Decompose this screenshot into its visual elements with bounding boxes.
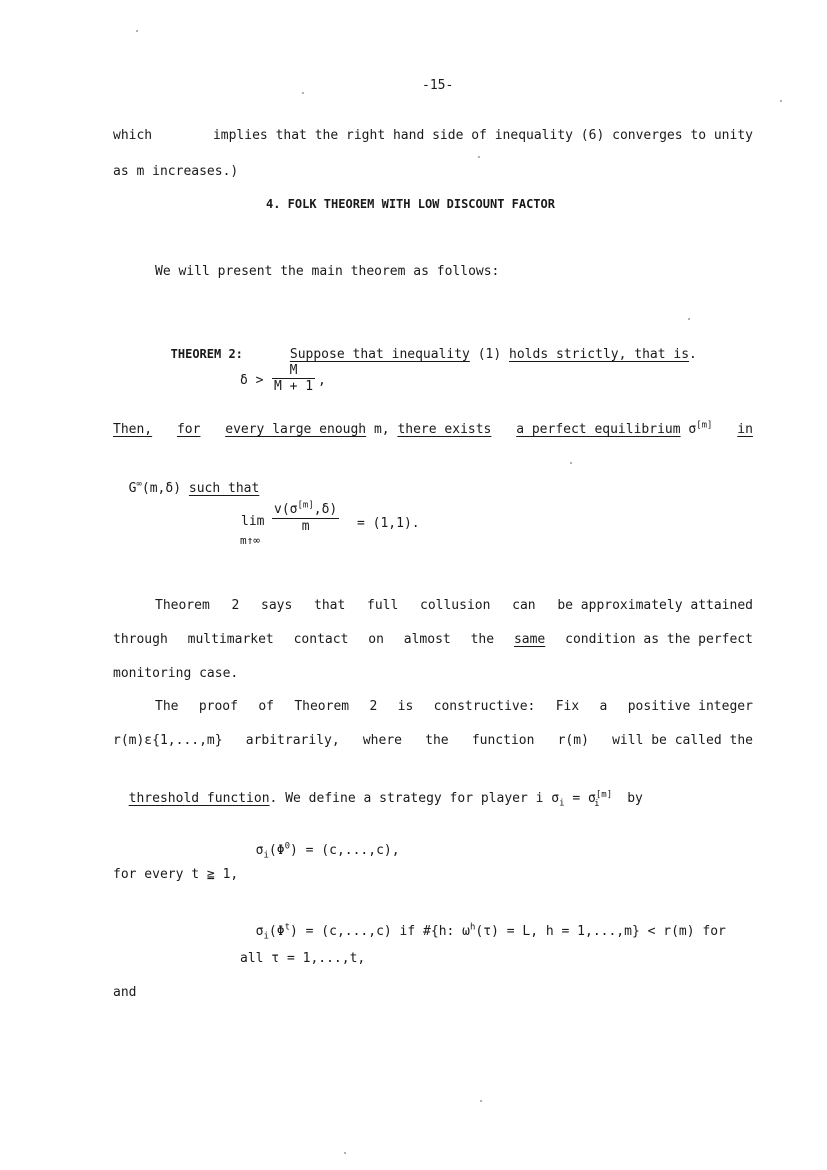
- paragraph-line: Theorem 2 says that full collusion can be approximately attained: [155, 598, 753, 613]
- paragraph-line: monitoring case.: [113, 666, 239, 681]
- paragraph-line: as m increases.): [113, 164, 239, 179]
- page-number: -15-: [422, 78, 454, 93]
- paragraph-line: through multimarket contact on almost the same condition as the perfect: [113, 632, 753, 647]
- section-heading: 4. FOLK THEOREM WITH LOW DISCOUNT FACTOR: [266, 197, 555, 211]
- equation-lhs: δ >: [240, 373, 264, 388]
- scan-speck: [344, 1152, 346, 1154]
- scan-speck: [302, 92, 304, 94]
- scan-speck: [780, 100, 782, 102]
- strategy-equation: $\sigma_i(\Phi^0) = (c,...,c)$,: [255, 841, 400, 861]
- equation-tail: ,: [318, 373, 326, 388]
- paragraph-line: threshold function. We define a strategy for player i $\sigma_i = \sigma[m]_i$ by: [128, 789, 643, 809]
- scan-speck: [480, 1100, 482, 1102]
- limit-fraction: v(σ[m],δ) m: [274, 500, 338, 534]
- paragraph-line: The proof of Theorem 2 is constructive: Fix a positive integer: [155, 699, 753, 714]
- limit-rhs: = (1,1).: [357, 516, 420, 531]
- paragraph-line: which implies that the right hand side of inequality (6) converges to unity: [113, 128, 753, 143]
- intro-sentence: We will present the main theorem as follows:: [155, 264, 500, 279]
- paragraph-line: r(m)ε{1,...,m} arbitrarily, where the function r(m) will be called the: [113, 733, 753, 748]
- strategy-equation: $\sigma_i(\Phi^t) = (c,...,c)$ if #{h: $\omega^h(\tau) = L$, h = 1,...,m} < r(m) for: [255, 922, 726, 942]
- strategy-equation-continued: all τ = 1,...,t,: [240, 951, 366, 966]
- theorem-statement-line: G∞(m,δ) such that: [128, 479, 260, 496]
- theorem-label: THEOREM 2:: [170, 347, 243, 361]
- theorem-statement-line: Then, for every large enough m, there exists a perfect equilibrium σ[m] in: [113, 420, 753, 437]
- scan-speck: [688, 318, 690, 320]
- scan-speck: [570, 462, 572, 464]
- limit-operator: lim: [241, 514, 265, 529]
- condition-line: for every t ≧ 1,: [113, 867, 239, 882]
- theorem-statement-line: THEOREM 2: Suppose that inequality (1) holds strictly, that is.: [170, 347, 697, 362]
- scan-speck: [478, 156, 480, 158]
- limit-subscript: m↑∞: [240, 534, 260, 547]
- scan-speck: [136, 30, 138, 32]
- paragraph-line: and: [113, 985, 137, 1000]
- equation-fraction: M M + 1: [274, 363, 314, 394]
